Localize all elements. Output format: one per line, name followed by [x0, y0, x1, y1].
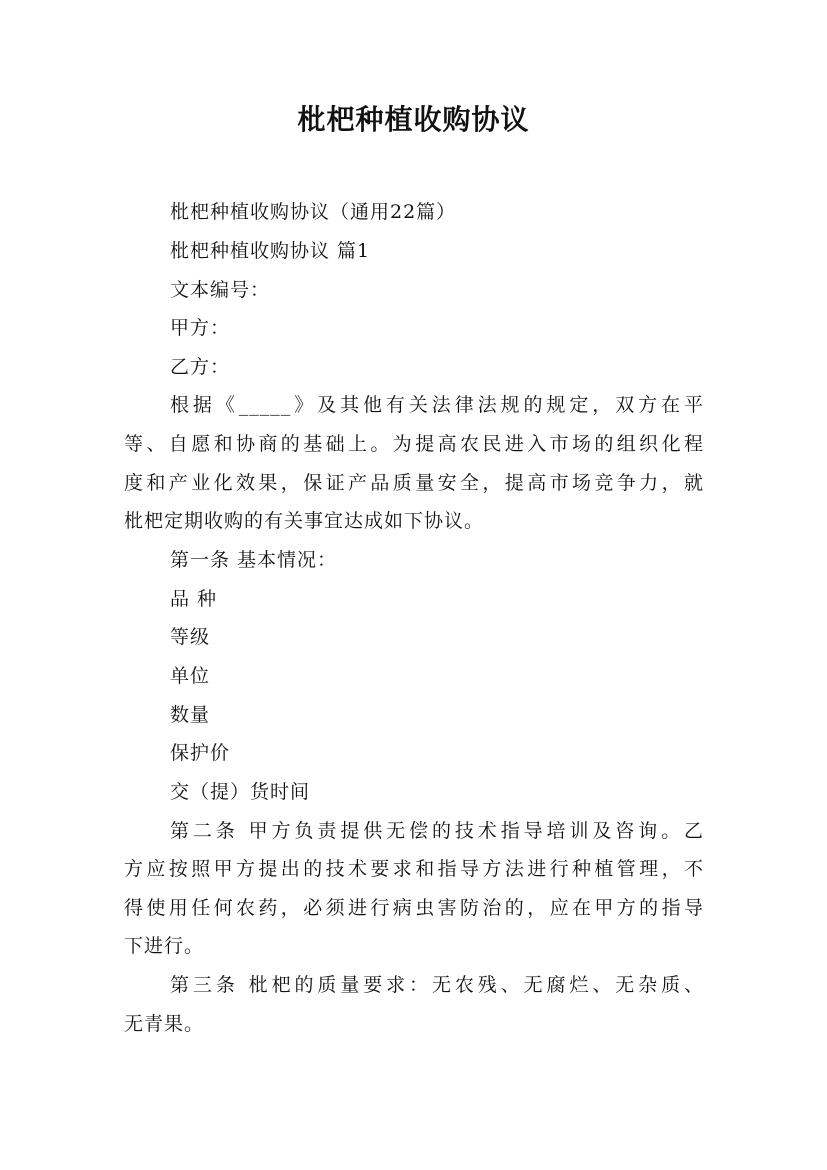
subtitle-line: 枇杷种植收购协议（通用22篇） [170, 201, 457, 223]
info-item: 品 种 [170, 588, 218, 610]
paragraph-line: 等、自愿和协商的基础上。为提高农民进入市场的组织化程 [124, 433, 704, 455]
text-number-label: 文本编号： [170, 279, 271, 301]
paragraph-line: 无青果。 [124, 1013, 205, 1035]
info-item: 数量 [170, 704, 211, 726]
info-item: 交（提）货时间 [170, 781, 311, 803]
article-one-heading: 第一条 基本情况： [170, 549, 338, 571]
paragraph-line: 第二条 甲方负责提供无偿的技术指导培训及咨询。乙 [170, 820, 704, 842]
paragraph-line: 根据《_____》及其他有关法律法规的规定，双方在平 [170, 394, 704, 416]
paragraph-line: 第三条 枇杷的质量要求：无农残、无腐烂、无杂质、 [170, 974, 704, 996]
document-title: 枇杷种植收购协议 [297, 103, 530, 136]
paragraph-line: 得使用任何农药，必须进行病虫害防治的，应在甲方的指导 [124, 897, 704, 919]
paragraph-line: 方应按照甲方提出的技术要求和指导方法进行种植管理，不 [124, 858, 704, 880]
paragraph-line: 下进行。 [124, 935, 205, 957]
section-heading: 枇杷种植收购协议 篇1 [170, 240, 371, 262]
info-item: 单位 [170, 665, 211, 687]
party-a-label: 甲方： [170, 317, 231, 339]
info-item: 等级 [170, 626, 211, 648]
paragraph-line: 枇杷定期收购的有关事宜达成如下协议。 [124, 510, 485, 532]
info-item: 保护价 [170, 742, 231, 764]
paragraph-line: 度和产业化效果，保证产品质量安全，提高市场竞争力，就 [124, 472, 704, 494]
party-b-label: 乙方： [170, 356, 231, 378]
